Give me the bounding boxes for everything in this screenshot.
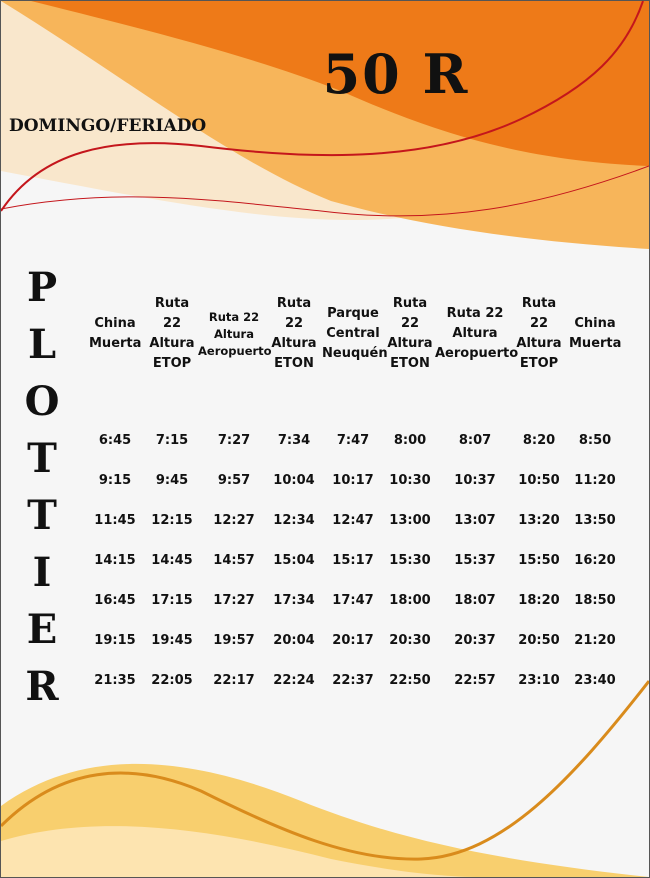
- time-cell: 12:47: [332, 513, 374, 528]
- column-header: Ruta 22 Altura ETOP: [149, 296, 195, 371]
- column-header: China Muerta: [89, 316, 142, 351]
- time-cell: 23:40: [574, 673, 616, 688]
- time-cell: 18:00: [389, 593, 431, 608]
- time-cell: 15:30: [389, 553, 431, 568]
- time-cell: 7:47: [336, 433, 370, 448]
- time-cell: 16:45: [94, 593, 136, 608]
- time-cell: 11:20: [574, 473, 616, 488]
- time-cell: 9:15: [98, 473, 132, 488]
- column-header: Ruta 22 Altura ETOP: [516, 296, 562, 371]
- time-cell: 10:50: [518, 473, 560, 488]
- time-cell: 8:20: [522, 433, 556, 448]
- time-cell: 14:15: [94, 553, 136, 568]
- time-cell: 9:45: [155, 473, 189, 488]
- time-cell: 19:57: [213, 633, 255, 648]
- vertical-label: PLOTTIER: [24, 264, 60, 710]
- day-type-label: DOMINGO/FERIADO: [9, 116, 207, 136]
- time-cell: 6:45: [98, 433, 132, 448]
- time-cell: 20:04: [273, 633, 315, 648]
- time-cell: 10:37: [454, 473, 496, 488]
- time-cell: 14:45: [151, 553, 193, 568]
- time-cell: 15:04: [273, 553, 315, 568]
- time-cell: 21:20: [574, 633, 616, 648]
- time-cell: 10:17: [332, 473, 374, 488]
- time-cell: 13:00: [389, 513, 431, 528]
- route-title: 50 R: [322, 42, 470, 106]
- time-cell: 22:05: [151, 673, 193, 688]
- time-cell: 14:57: [213, 553, 255, 568]
- time-cell: 19:45: [151, 633, 193, 648]
- column-header: Ruta 22 Altura Aeropuerto: [198, 310, 272, 358]
- time-cell: 15:37: [454, 553, 496, 568]
- column-header: Ruta 22 Altura ETON: [271, 296, 317, 371]
- time-cell: 20:30: [389, 633, 431, 648]
- time-cell: 22:50: [389, 673, 431, 688]
- time-cell: 20:17: [332, 633, 374, 648]
- time-cell: 20:50: [518, 633, 560, 648]
- time-cell: 17:27: [213, 593, 255, 608]
- time-cell: 17:34: [273, 593, 315, 608]
- time-cell: 15:17: [332, 553, 374, 568]
- time-cell: 22:57: [454, 673, 496, 688]
- time-cell: 18:20: [518, 593, 560, 608]
- time-cell: 18:50: [574, 593, 616, 608]
- time-cell: 12:34: [273, 513, 315, 528]
- time-cell: 23:10: [518, 673, 560, 688]
- time-cell: 17:47: [332, 593, 374, 608]
- column-header: Ruta 22 Altura Aeropuerto: [435, 306, 519, 361]
- time-cell: 7:15: [155, 433, 189, 448]
- time-cell: 12:27: [213, 513, 255, 528]
- time-cell: 9:57: [217, 473, 251, 488]
- time-cell: 13:20: [518, 513, 560, 528]
- time-cell: 22:24: [273, 673, 315, 688]
- time-cell: 17:15: [151, 593, 193, 608]
- time-cell: 11:45: [94, 513, 136, 528]
- time-cell: 22:17: [213, 673, 255, 688]
- time-cell: 12:15: [151, 513, 193, 528]
- time-cell: 8:00: [393, 433, 427, 448]
- time-cell: 10:04: [273, 473, 315, 488]
- time-cell: 15:50: [518, 553, 560, 568]
- time-cell: 7:34: [277, 433, 311, 448]
- time-cell: 18:07: [454, 593, 496, 608]
- time-cell: 8:50: [578, 433, 612, 448]
- time-cell: 8:07: [458, 433, 492, 448]
- time-cell: 16:20: [574, 553, 616, 568]
- time-cell: 19:15: [94, 633, 136, 648]
- column-header: Parque Central Neuquén: [322, 306, 388, 361]
- time-cell: 13:50: [574, 513, 616, 528]
- time-cell: 7:27: [217, 433, 251, 448]
- column-header: Ruta 22 Altura ETON: [387, 296, 433, 371]
- time-cell: 10:30: [389, 473, 431, 488]
- time-cell: 13:07: [454, 513, 496, 528]
- time-cell: 22:37: [332, 673, 374, 688]
- column-header: China Muerta: [569, 316, 622, 351]
- time-cell: 20:37: [454, 633, 496, 648]
- time-cell: 21:35: [94, 673, 136, 688]
